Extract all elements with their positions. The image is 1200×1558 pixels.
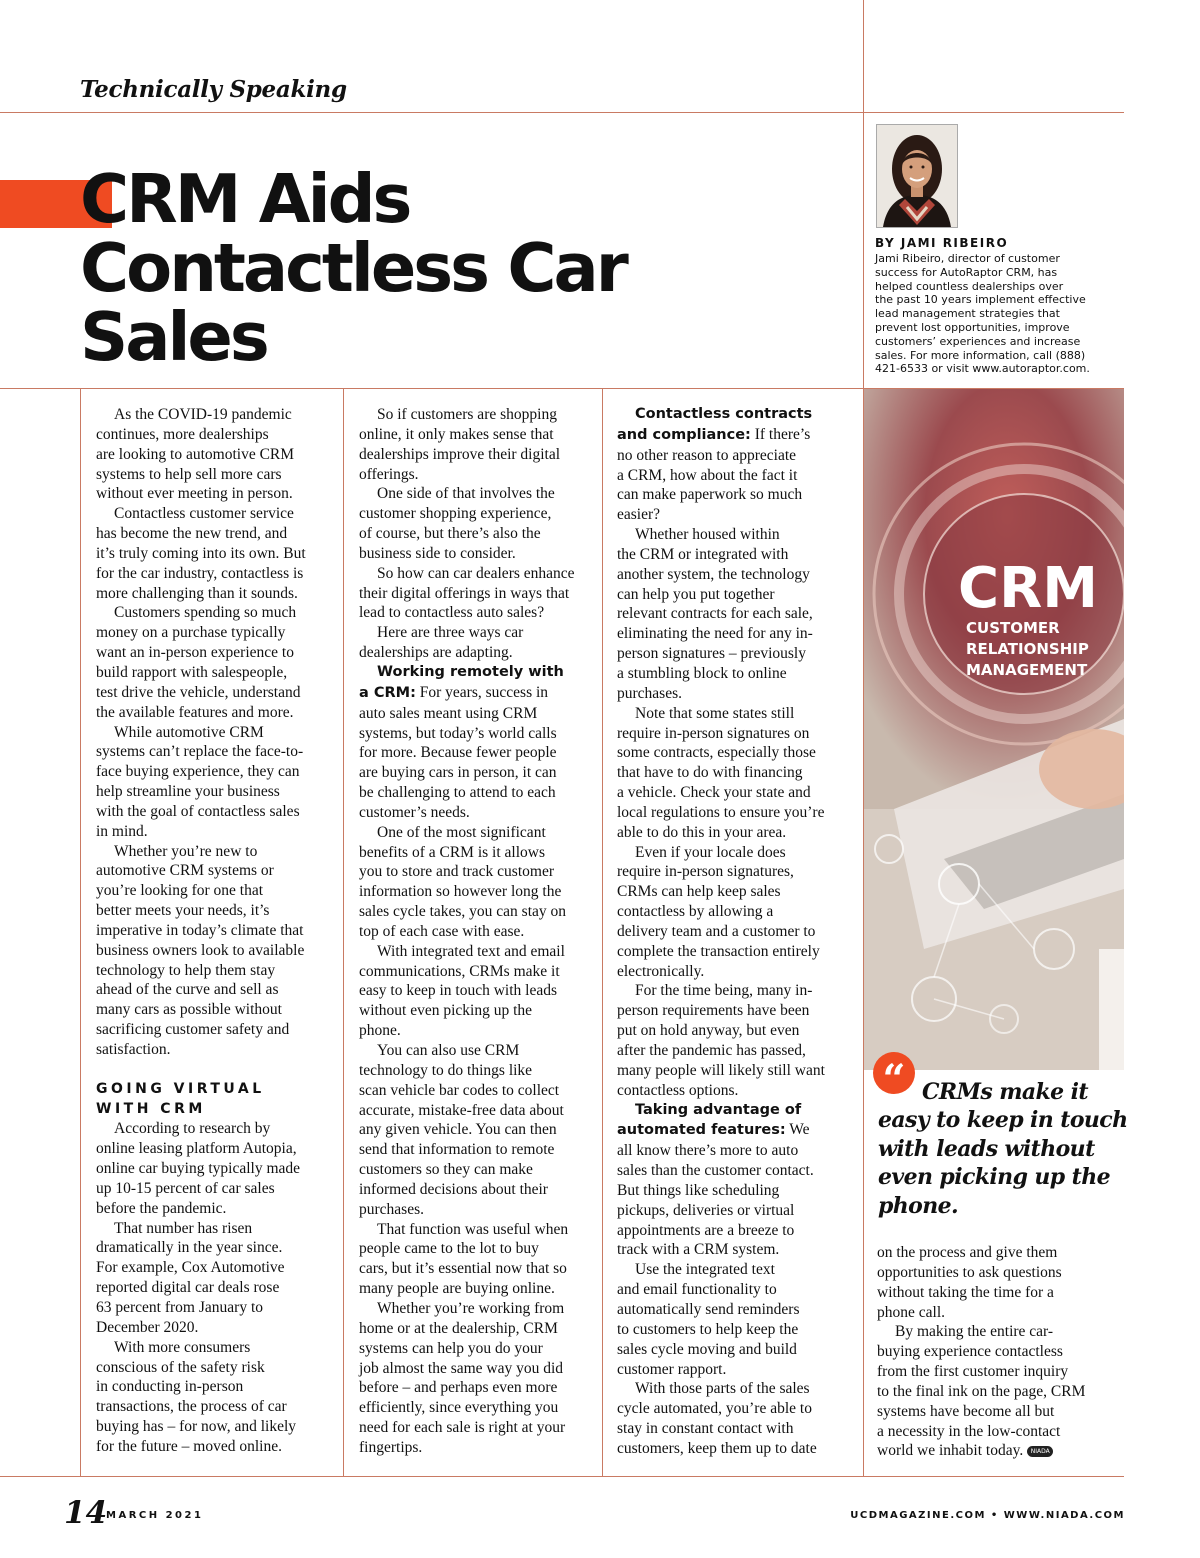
text-line: With integrated text and email <box>377 942 565 960</box>
text-line: be challenging to attend to each <box>359 784 556 802</box>
article-column-3 <box>617 405 855 1459</box>
text-line: reported digital car deals rose <box>96 1279 280 1297</box>
text-line: sales than the customer contact. <box>617 1162 814 1180</box>
text-run: For years, success in <box>415 683 549 701</box>
text-line: on the process and give them <box>877 1244 1058 1261</box>
text-line: from the first customer inquiry <box>877 1363 1069 1381</box>
text-line: all know there’s more to auto <box>617 1142 799 1160</box>
text-line: customer’s needs. <box>359 803 470 821</box>
paragraph <box>359 1220 595 1299</box>
text-line: purchases. <box>359 1200 424 1218</box>
text-line: According to research by <box>114 1120 271 1138</box>
text-line: Contactless customer service <box>114 505 294 523</box>
text-run: We <box>785 1121 810 1139</box>
text-line: any given vehicle. You can then <box>359 1121 557 1139</box>
text-line: systems can help you do your <box>359 1339 543 1357</box>
text-line: purchases. <box>617 684 682 702</box>
text-line: put on hold anyway, but even <box>617 1022 800 1040</box>
paragraph <box>359 1041 595 1220</box>
text-line: can make paperwork so much <box>617 486 803 504</box>
text-line: a CRM, how about the fact it <box>617 466 798 484</box>
text-line: Whether you’re working from <box>377 1299 565 1317</box>
paragraph <box>359 623 595 663</box>
paragraph <box>617 1379 855 1458</box>
bio-line: customers’ experiences and increase <box>875 334 1081 348</box>
text-line: For the time being, many in- <box>635 982 813 1000</box>
text-line: after the pandemic has passed, <box>617 1042 806 1059</box>
text-line: lead to contactless auto sales? <box>359 604 545 622</box>
text-line: imperative in today’s climate that <box>96 921 304 939</box>
text-line: the available features and more. <box>96 703 294 721</box>
paragraph <box>617 525 855 704</box>
paragraph <box>359 823 595 942</box>
text-line: benefits of a CRM is it allows <box>359 843 545 861</box>
bio-line: helped countless dealerships over <box>875 279 1064 293</box>
spacer <box>96 1060 336 1080</box>
text-line: Note that some states still <box>635 704 795 722</box>
text-line: many people will likely still want <box>617 1061 825 1079</box>
text-line: customers, keep them up to date <box>617 1439 817 1457</box>
crm-image-subtitle: RELATIONSHIP <box>966 640 1089 658</box>
subhead-line: GOING VIRTUAL <box>96 1080 265 1097</box>
text-line: eliminating the need for any in- <box>617 625 813 643</box>
text-line: in mind. <box>96 822 148 840</box>
paragraph <box>617 405 855 525</box>
text-line: dramatically in the year since. <box>96 1239 283 1257</box>
text-line: continues, more dealerships <box>96 425 269 443</box>
text-line: scan vehicle bar codes to collect <box>359 1081 560 1099</box>
article-column-1 <box>96 405 336 1457</box>
text-line: for the car industry, contactless is <box>96 564 304 582</box>
paragraph <box>617 704 855 843</box>
text-line <box>877 1441 1117 1461</box>
text-line: phone call. <box>877 1303 946 1321</box>
text-line: easy to keep in touch with leads <box>359 982 558 1000</box>
text-line: in conducting in-person <box>96 1378 244 1396</box>
text-line: another system, the technology <box>617 565 810 583</box>
text-line: home or at the dealership, CRM <box>359 1319 558 1337</box>
text-line: So if customers are shopping <box>377 406 557 423</box>
paragraph <box>617 1260 855 1379</box>
text-line: cycle automated, you’re able to <box>617 1400 812 1418</box>
paragraph <box>617 981 855 1100</box>
text-line: Even if your locale does <box>635 843 786 861</box>
pull-quote-line: CRMs make it <box>922 1079 1088 1105</box>
text-line: December 2020. <box>96 1318 199 1336</box>
text-line: That number has risen <box>114 1219 253 1237</box>
text-line: for more. Because fewer people <box>359 744 557 762</box>
text-line: 63 percent from January to <box>96 1298 263 1316</box>
text-line: So how can car dealers enhance <box>377 564 575 582</box>
pull-quote <box>878 1078 1128 1220</box>
text-line: without taking the time for a <box>877 1283 1054 1301</box>
bio-line: success for AutoRaptor CRM, has <box>875 265 1058 279</box>
text-line: information so however long the <box>359 883 562 901</box>
title-line: Sales <box>80 298 267 376</box>
text-line: require in-person signatures on <box>617 724 810 742</box>
text-line: many cars as possible without <box>96 1001 282 1019</box>
text-line: accurate, mistake-free data about <box>359 1101 564 1119</box>
column-divider-1 <box>343 389 344 1476</box>
text-line: has become the new trend, and <box>96 525 288 543</box>
text-line <box>359 683 595 704</box>
text-line: customer rapport. <box>617 1360 727 1378</box>
text-line: no other reason to appreciate <box>617 446 797 464</box>
text-line: can help you put together <box>617 585 775 603</box>
text-line: before – and perhaps even more <box>359 1379 558 1397</box>
issue-date: MARCH 2021 <box>106 1510 204 1521</box>
text-line: person requirements have been <box>617 1002 810 1020</box>
pull-quote-line: even picking up the <box>878 1164 1110 1191</box>
text-line: a necessity in the low-contact <box>877 1422 1061 1440</box>
crm-image-title: CRM <box>958 556 1098 621</box>
text-line: top of each case with ease. <box>359 922 525 940</box>
text-line: informed decisions about their <box>359 1180 548 1198</box>
text-line: to customers to help keep the <box>617 1320 799 1338</box>
paragraph <box>617 1101 855 1261</box>
text-line: For example, Cox Automotive <box>96 1259 285 1277</box>
text-line: Use the integrated text <box>635 1261 775 1279</box>
paragraph <box>96 504 336 603</box>
text-line: you to store and track customer <box>359 863 554 881</box>
text-line: satisfaction. <box>96 1041 171 1058</box>
text-line: communications, CRMs make it <box>359 962 560 980</box>
text-line: efficiently, since everything you <box>359 1399 559 1417</box>
text-line: buying experience contactless <box>877 1343 1063 1361</box>
text-line: of course, but there’s also the <box>359 525 541 543</box>
paragraph <box>359 663 595 823</box>
text-line: technology to help them stay <box>96 961 276 979</box>
text-line: complete the transaction entirely <box>617 942 820 960</box>
text-line: it’s truly coming into its own. But <box>96 544 306 562</box>
footer-websites: UCDMAGAZINE.COM • WWW.NIADA.COM <box>850 1510 1125 1521</box>
text-line: track with a CRM system. <box>617 1241 780 1259</box>
page-number: 14 <box>64 1495 108 1531</box>
paragraph <box>96 405 336 504</box>
text-line: to the final ink on the page, CRM <box>877 1382 1086 1400</box>
section-label: Technically Speaking <box>80 76 347 103</box>
title-line: Contactless Car <box>80 229 626 307</box>
text-line: send that information to remote <box>359 1141 555 1159</box>
pull-quote-line: easy to keep in touch <box>878 1107 1128 1134</box>
paragraph <box>96 1219 336 1338</box>
text-line: delivery team and a customer to <box>617 922 816 940</box>
text-line: fingertips. <box>359 1438 423 1456</box>
text-line: But things like scheduling <box>617 1181 780 1199</box>
text-line: contactless by allowing a <box>617 903 774 921</box>
lead-in: a CRM: <box>359 684 416 701</box>
text-line: auto sales meant using CRM <box>359 704 538 722</box>
article-column-4 <box>877 1243 1117 1461</box>
text-line: without even picking up the <box>359 1002 533 1020</box>
text-line: As the COVID-19 pandemic <box>114 406 292 423</box>
lead-in: automated features: <box>617 1122 786 1139</box>
quote-icon: “ <box>873 1052 915 1094</box>
pull-quote-line: phone. <box>878 1192 959 1219</box>
text-line: business side to consider. <box>359 544 516 562</box>
text-line: systems to help sell more cars <box>96 465 282 483</box>
author-photo <box>876 124 958 228</box>
text-line: their digital offerings in ways that <box>359 584 570 602</box>
bio-line: prevent lost opportunities, improve <box>875 320 1070 334</box>
text-line: are looking to automotive CRM <box>96 445 295 463</box>
text-run: world we inhabit today. <box>877 1442 1024 1460</box>
niada-end-mark-icon: NIADA <box>1027 1446 1053 1457</box>
text-line: contactless options. <box>617 1081 739 1099</box>
article-title <box>80 160 780 376</box>
text-line: systems, but today’s world calls <box>359 724 557 742</box>
text-line: require in-person signatures, <box>617 863 794 881</box>
text-line: With those parts of the sales <box>635 1380 810 1398</box>
text-line: automatically send reminders <box>617 1300 800 1318</box>
text-line: transactions, the process of car <box>96 1398 287 1416</box>
text-line: One of the most significant <box>377 823 546 841</box>
text-line: sales cycle moving and build <box>617 1340 797 1358</box>
text-line: dealerships are adapting. <box>359 644 513 662</box>
text-line: Here are three ways car <box>377 624 524 642</box>
lead-in: Contactless contracts <box>635 406 813 422</box>
header-rule <box>0 112 1124 113</box>
text-line: for the future – moved online. <box>96 1437 282 1455</box>
text-line: opportunities to ask questions <box>877 1263 1062 1281</box>
text-line: build rapport with salespeople, <box>96 663 288 681</box>
crm-image-subtitle: CUSTOMER <box>966 619 1060 637</box>
paragraph <box>96 1119 336 1218</box>
text-line: help streamline your business <box>96 783 280 801</box>
pull-quote-line: with leads without <box>878 1135 1095 1162</box>
text-line: cars, but it’s essential now that so <box>359 1260 567 1278</box>
text-line: online leasing platform Autopia, <box>96 1140 297 1158</box>
paragraph <box>359 564 595 624</box>
text-line: dealerships improve their digital <box>359 445 561 463</box>
text-line: customers so they can make <box>359 1161 533 1179</box>
text-line: Whether housed within <box>635 526 780 544</box>
text-line: without ever meeting in person. <box>96 485 293 503</box>
text-line: conscious of the safety risk <box>96 1358 265 1376</box>
text-line: more challenging than it sounds. <box>96 584 298 602</box>
text-line: the CRM or integrated with <box>617 545 789 563</box>
text-line: online, it only makes sense that <box>359 425 554 443</box>
text-line: Customers spending so much <box>114 604 297 622</box>
text-line: able to do this in your area. <box>617 823 787 841</box>
text-line: systems have become all but <box>877 1402 1055 1420</box>
article-column-2 <box>359 405 595 1458</box>
text-line: easier? <box>617 506 661 524</box>
paragraph <box>359 484 595 563</box>
text-line: offerings. <box>359 465 419 483</box>
paragraph <box>617 843 855 982</box>
text-line: money on a purchase typically <box>96 624 286 642</box>
text-line: technology to do things like <box>359 1061 533 1079</box>
paragraph <box>877 1243 1117 1322</box>
text-line: people came to the lot to buy <box>359 1240 539 1258</box>
bio-line: sales. For more information, call (888) <box>875 348 1086 362</box>
text-line: pickups, deliveries or virtual <box>617 1201 795 1219</box>
paragraph <box>359 1299 595 1458</box>
column-divider-2 <box>602 389 603 1476</box>
text-line: many people are buying online. <box>359 1280 555 1298</box>
author-byline: BY JAMI RIBEIRO <box>875 236 1009 250</box>
author-bio <box>875 252 1113 376</box>
text-line: and email functionality to <box>617 1281 777 1299</box>
text-line: One side of that involves the <box>377 485 555 503</box>
text-line: CRMs can help keep sales <box>617 883 781 901</box>
paragraph <box>96 723 336 842</box>
text-line: electronically. <box>617 962 705 980</box>
text-line: systems can’t replace the face-to- <box>96 743 304 761</box>
text-line: appointments are a breeze to <box>617 1221 795 1239</box>
bio-line: Jami Ribeiro, director of customer <box>875 252 1060 265</box>
paragraph <box>359 405 595 484</box>
text-line: person signatures – previously <box>617 645 806 663</box>
text-line: that have to do with financing <box>617 764 803 782</box>
text-line: customer shopping experience, <box>359 505 552 523</box>
footer-rule <box>0 1476 1124 1477</box>
text-line: That function was useful when <box>377 1220 569 1238</box>
paragraph <box>359 942 595 1041</box>
crm-image-subtitle: MANAGEMENT <box>966 661 1088 679</box>
paragraph <box>877 1322 1117 1461</box>
crm-illustration <box>864 389 1124 1070</box>
title-line: CRM Aids <box>80 160 410 238</box>
text-line: up 10-15 percent of car sales <box>96 1179 275 1197</box>
lead-in: Taking advantage of <box>635 1101 802 1118</box>
text-line: business owners look to available <box>96 941 305 959</box>
text-line: before the pandemic. <box>96 1199 227 1217</box>
paragraph <box>96 842 336 1060</box>
text-line: With more consumers <box>114 1338 251 1356</box>
text-line: While automotive CRM <box>114 723 264 741</box>
text-line: sacrificing customer safety and <box>96 1021 290 1039</box>
lead-in: and compliance: <box>617 426 751 443</box>
lead-in: Working remotely with <box>377 663 564 680</box>
paragraph <box>96 603 336 722</box>
text-line: You can also use CRM <box>377 1042 520 1059</box>
paragraph <box>96 1338 336 1457</box>
text-line: a vehicle. Check your state and <box>617 784 811 802</box>
text-line: you’re looking for one that <box>96 882 264 900</box>
text-line <box>617 1120 855 1141</box>
text-line: Whether you’re new to <box>114 842 258 860</box>
text-line: automotive CRM systems or <box>96 862 274 880</box>
text-line: ahead of the curve and sell as <box>96 981 279 999</box>
text-line: some contracts, especially those <box>617 744 816 762</box>
text-line: relevant contracts for each sale, <box>617 605 813 623</box>
text-run: If there’s <box>750 425 811 443</box>
text-line: with the goal of contactless sales <box>96 802 300 820</box>
text-line: want an in-person experience to <box>96 644 294 662</box>
text-line: By making the entire car- <box>895 1323 1054 1341</box>
left-margin-rule <box>80 389 81 1476</box>
bio-line: lead management strategies that <box>875 307 1060 321</box>
text-line: stay in constant contact with <box>617 1420 794 1438</box>
text-line: face buying experience, they can <box>96 763 300 781</box>
text-line <box>617 425 855 446</box>
text-line: better meets your needs, it’s <box>96 902 270 920</box>
text-line: are buying cars in person, it can <box>359 764 557 782</box>
text-line: job almost the same way you did <box>359 1359 564 1377</box>
text-line: test drive the vehicle, understand <box>96 683 301 701</box>
bio-line: the past 10 years implement effective <box>875 293 1086 307</box>
text-line: need for each sale is right at your <box>359 1419 566 1437</box>
text-line: local regulations to ensure you’re <box>617 803 825 821</box>
text-line: sales cycle takes, you can stay on <box>359 903 567 921</box>
text-line: online car buying typically made <box>96 1160 301 1178</box>
text-line: a stumbling block to online <box>617 664 787 682</box>
section-subhead <box>96 1080 336 1120</box>
bio-line: 421-6533 or visit www.autoraptor.com. <box>875 362 1090 376</box>
text-line: buying has – for now, and likely <box>96 1418 297 1436</box>
subhead-line: WITH CRM <box>96 1100 206 1117</box>
text-line: phone. <box>359 1022 401 1040</box>
